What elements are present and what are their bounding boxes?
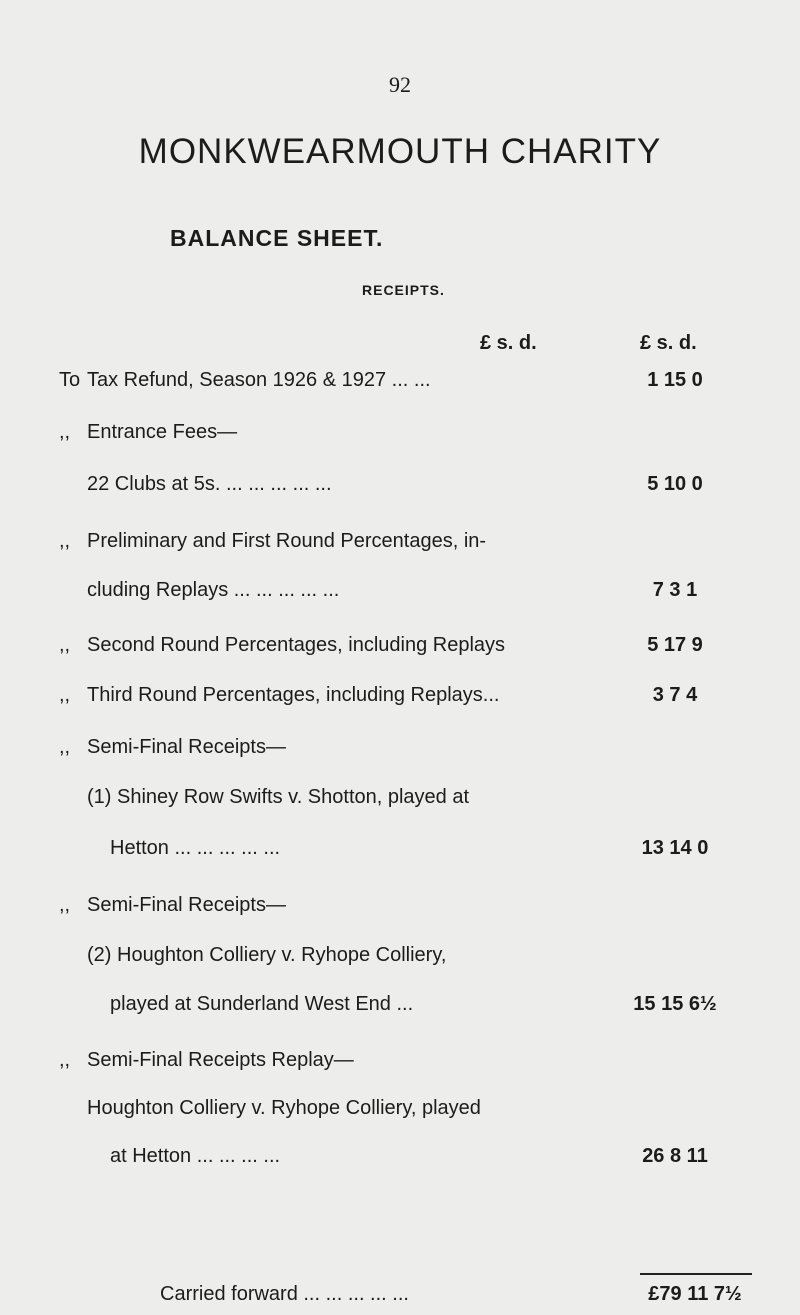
- row-text: 22 Clubs at 5s. ... ... ... ... ...: [87, 473, 332, 495]
- row-prefix: ,,: [59, 684, 71, 706]
- row-prefix: ,,: [59, 1049, 71, 1071]
- row-amount: 13 14 0: [641, 837, 709, 859]
- row-prefix: ,,: [59, 736, 71, 758]
- document-title: MONKWEARMOUTH CHARITY: [138, 132, 662, 171]
- row-prefix: To: [59, 369, 81, 391]
- row-amount: 3 7 4: [652, 684, 698, 706]
- row-amount: 7 3 1: [652, 579, 698, 601]
- row-amount: 1 15 0: [647, 369, 703, 391]
- column-header-right: £ s. d.: [640, 332, 697, 354]
- carried-forward-amount: £79 11 7½: [648, 1283, 742, 1305]
- row-text: Semi-Final Receipts Replay—: [87, 1049, 354, 1071]
- row-text: played at Sunderland West End ...: [110, 993, 414, 1015]
- row-text: (1) Shiney Row Swifts v. Shotton, played at: [87, 786, 470, 808]
- row-text: cluding Replays ... ... ... ... ...: [87, 579, 340, 601]
- row-amount: 5 10 0: [647, 473, 703, 495]
- row-text: Tax Refund, Season 1926 & 1927 ... ...: [87, 369, 431, 391]
- row-amount: 5 17 9: [647, 634, 703, 656]
- row-prefix: ,,: [59, 421, 71, 443]
- row-prefix: ,,: [59, 530, 71, 552]
- row-prefix: ,,: [59, 894, 71, 916]
- row-text: (2) Houghton Colliery v. Ryhope Colliery,: [87, 944, 447, 966]
- row-amount: 15 15 6½: [633, 993, 717, 1015]
- carried-forward-label: Carried forward ... ... ... ... ...: [160, 1283, 409, 1305]
- row-text: Semi-Final Receipts—: [87, 736, 286, 758]
- row-text: Third Round Percentages, including Replays...: [87, 684, 500, 706]
- row-amount: 26 8 11: [642, 1145, 708, 1167]
- row-text: Houghton Colliery v. Ryhope Colliery, played: [87, 1097, 481, 1119]
- row-text: Preliminary and First Round Percentages, in-: [87, 530, 487, 552]
- row-text: Hetton ... ... ... ... ...: [110, 837, 281, 859]
- row-text: Semi-Final Receipts—: [87, 894, 286, 916]
- row-text: Entrance Fees—: [87, 421, 238, 443]
- section-heading: RECEIPTS.: [362, 282, 445, 298]
- total-rule: [640, 1273, 752, 1275]
- row-text: at Hetton ... ... ... ...: [110, 1145, 281, 1167]
- column-header-left: £ s. d.: [480, 332, 537, 354]
- row-text: Second Round Percentages, including Replays: [87, 634, 506, 656]
- page-number: 92: [389, 72, 411, 97]
- row-prefix: ,,: [59, 634, 71, 656]
- document-subtitle: BALANCE SHEET.: [170, 225, 384, 251]
